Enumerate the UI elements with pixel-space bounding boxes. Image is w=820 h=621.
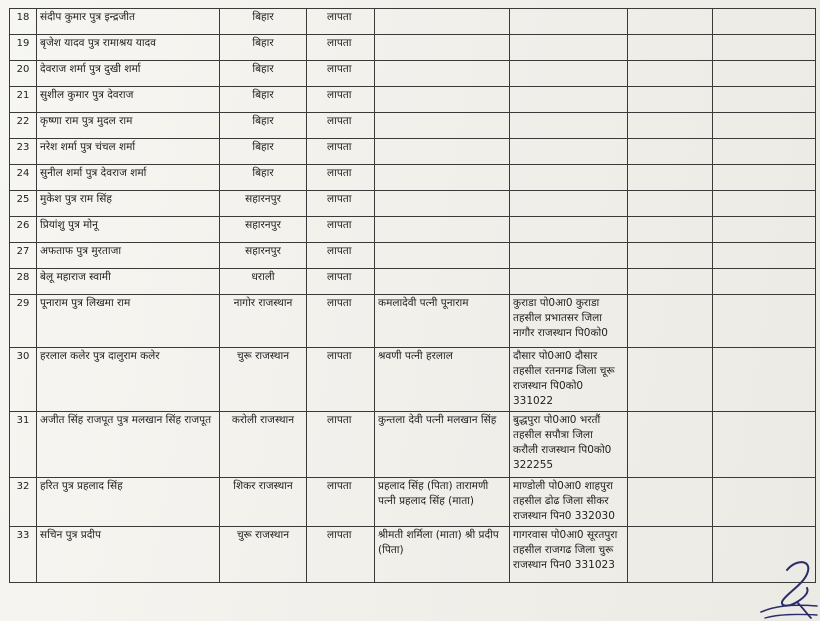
- empty-cell: [713, 295, 816, 348]
- relative-cell: [375, 191, 510, 217]
- address-line: राजस्थान पि0को0 331022: [513, 380, 584, 407]
- empty-cell: [628, 165, 713, 191]
- empty-cell: [628, 295, 713, 348]
- table-body: [10, 9, 816, 583]
- empty-cell: [713, 478, 816, 527]
- state-cell: सहारनपुर: [220, 191, 307, 217]
- address-cell: [510, 243, 628, 269]
- address-cell: [510, 412, 628, 478]
- status-cell: लापता: [307, 217, 375, 243]
- address-cell: [510, 61, 628, 87]
- empty-cell: [713, 243, 816, 269]
- address-line: 322255: [513, 459, 554, 471]
- table-row: [10, 348, 816, 412]
- relative-cell: [375, 269, 510, 295]
- empty-cell: [628, 348, 713, 412]
- status-cell: लापता: [307, 87, 375, 113]
- address-cell: [510, 348, 628, 412]
- person-name-cell: मुकेश पुत्र राम सिंह: [37, 191, 220, 217]
- person-name-cell: प्रियांशु पुत्र मोनू: [37, 217, 220, 243]
- person-name-cell: सुनील शर्मा पुत्र देवराज शर्मा: [37, 165, 220, 191]
- address-line: राजस्थान पिन0 332030: [513, 510, 615, 522]
- empty-cell: [713, 61, 816, 87]
- relative-cell: [375, 35, 510, 61]
- table-row: [10, 61, 816, 87]
- person-name-cell: देवराज शर्मा पुत्र दुखी शर्मा: [37, 61, 220, 87]
- relative-cell: कुन्तला देवी पत्नी मलखान सिंह: [375, 412, 510, 478]
- status-cell: लापता: [307, 191, 375, 217]
- empty-cell: [628, 87, 713, 113]
- table-row: [10, 478, 816, 527]
- relative-cell: [375, 165, 510, 191]
- serial-number-cell: 19: [10, 35, 37, 61]
- address-line: तहसील प्रभातसर जिला: [513, 312, 602, 324]
- person-name-cell: बृजेश यादव पुत्र रामाश्रय यादव: [37, 35, 220, 61]
- empty-cell: [713, 348, 816, 412]
- state-cell: शिकर राजस्थान: [220, 478, 307, 527]
- table-row: [10, 217, 816, 243]
- address-cell: [510, 35, 628, 61]
- status-cell: लापता: [307, 35, 375, 61]
- address-cell: [510, 269, 628, 295]
- serial-number-cell: 22: [10, 113, 37, 139]
- table-row: [10, 527, 816, 583]
- person-name-cell: सुशील कुमार पुत्र देवराज: [37, 87, 220, 113]
- serial-number-cell: 26: [10, 217, 37, 243]
- empty-cell: [628, 217, 713, 243]
- address-cell: [510, 165, 628, 191]
- serial-number-cell: 30: [10, 348, 37, 412]
- state-cell: चुरू राजस्थान: [220, 527, 307, 583]
- person-name-cell: अजीत सिंह राजपूत पुत्र मलखान सिंह राजपूत: [37, 412, 220, 478]
- state-cell: धराली: [220, 269, 307, 295]
- serial-number-cell: 24: [10, 165, 37, 191]
- signature-mark: [757, 552, 819, 621]
- table-row: [10, 9, 816, 35]
- person-name-cell: कृष्णा राम पुत्र मुदल राम: [37, 113, 220, 139]
- address-line: गागरवास पो0आ0 सूरतपुरा: [513, 529, 618, 541]
- serial-number-cell: 32: [10, 478, 37, 527]
- person-name-cell: पूनाराम पुत्र लिखमा राम: [37, 295, 220, 348]
- serial-number-cell: 33: [10, 527, 37, 583]
- empty-cell: [713, 165, 816, 191]
- empty-cell: [713, 9, 816, 35]
- person-name-cell: हरित पुत्र प्रहलाद सिंह: [37, 478, 220, 527]
- state-cell: बिहार: [220, 87, 307, 113]
- table-row: [10, 269, 816, 295]
- relative-cell: [375, 243, 510, 269]
- empty-cell: [713, 269, 816, 295]
- empty-cell: [713, 35, 816, 61]
- relative-cell: श्रीमती शर्मिला (माता) श्री प्रदीप (पिता): [375, 527, 510, 583]
- table-row: [10, 113, 816, 139]
- table-row: [10, 87, 816, 113]
- address-line: माण्डोली पो0आ0 शाहपुरा: [513, 480, 614, 492]
- empty-cell: [628, 527, 713, 583]
- empty-cell: [628, 113, 713, 139]
- empty-cell: [713, 139, 816, 165]
- person-name-cell: बेलू महाराज स्वामी: [37, 269, 220, 295]
- table-row: [10, 243, 816, 269]
- address-cell: [510, 87, 628, 113]
- person-name-cell: सचिन पुत्र प्रदीप: [37, 527, 220, 583]
- missing-persons-table: [9, 8, 816, 583]
- address-cell: [510, 139, 628, 165]
- address-cell: [510, 478, 628, 527]
- state-cell: बिहार: [220, 113, 307, 139]
- empty-cell: [713, 217, 816, 243]
- serial-number-cell: 28: [10, 269, 37, 295]
- empty-cell: [628, 243, 713, 269]
- table-row: [10, 35, 816, 61]
- empty-cell: [713, 87, 816, 113]
- state-cell: सहारनपुर: [220, 243, 307, 269]
- serial-number-cell: 27: [10, 243, 37, 269]
- table-row: [10, 191, 816, 217]
- relative-cell: कमलादेवी पत्नी पूनाराम: [375, 295, 510, 348]
- relative-cell: [375, 113, 510, 139]
- empty-cell: [628, 412, 713, 478]
- serial-number-cell: 29: [10, 295, 37, 348]
- serial-number-cell: 31: [10, 412, 37, 478]
- address-line: तहसील ढोढ जिला सीकर: [513, 495, 609, 507]
- address-line: तहसील सपौत्रा जिला: [513, 429, 593, 441]
- empty-cell: [628, 35, 713, 61]
- state-cell: चुरू राजस्थान: [220, 348, 307, 412]
- state-cell: बिहार: [220, 165, 307, 191]
- serial-number-cell: 20: [10, 61, 37, 87]
- empty-cell: [628, 191, 713, 217]
- relative-cell: प्रहलाद सिंह (पिता) तारामणी पत्नी प्रहलाद सिंह (माता): [375, 478, 510, 527]
- address-line: तहसील राजगढ जिला चुरू: [513, 544, 614, 556]
- state-cell: बिहार: [220, 61, 307, 87]
- status-cell: लापता: [307, 139, 375, 165]
- status-cell: लापता: [307, 165, 375, 191]
- relative-cell: [375, 217, 510, 243]
- state-cell: बिहार: [220, 35, 307, 61]
- empty-cell: [713, 412, 816, 478]
- status-cell: लापता: [307, 9, 375, 35]
- status-cell: लापता: [307, 295, 375, 348]
- address-line: नागौर राजस्थान पि0को0: [513, 327, 608, 339]
- relative-cell: [375, 87, 510, 113]
- serial-number-cell: 18: [10, 9, 37, 35]
- address-line: बुद्धपुरा पो0आ0 भरतौं: [513, 414, 601, 426]
- status-cell: लापता: [307, 527, 375, 583]
- table-row: [10, 165, 816, 191]
- address-line: तहसील रतनगढ जिला चूरू: [513, 365, 615, 377]
- person-name-cell: हरलाल कलेर पुत्र दालुराम कलेर: [37, 348, 220, 412]
- relative-cell: श्रवणी पत्नी हरलाल: [375, 348, 510, 412]
- address-line: करौली राजस्थान पि0को0: [513, 444, 612, 456]
- serial-number-cell: 25: [10, 191, 37, 217]
- status-cell: लापता: [307, 412, 375, 478]
- serial-number-cell: 23: [10, 139, 37, 165]
- status-cell: लापता: [307, 348, 375, 412]
- state-cell: सहारनपुर: [220, 217, 307, 243]
- empty-cell: [628, 61, 713, 87]
- status-cell: लापता: [307, 243, 375, 269]
- state-cell: नागोर राजस्थान: [220, 295, 307, 348]
- table-row: [10, 139, 816, 165]
- status-cell: लापता: [307, 61, 375, 87]
- address-cell: [510, 527, 628, 583]
- state-cell: करोली राजस्थान: [220, 412, 307, 478]
- address-line: कुराडा पो0आ0 कुराडा: [513, 297, 600, 309]
- empty-cell: [628, 139, 713, 165]
- table-row: [10, 412, 816, 478]
- relative-cell: [375, 139, 510, 165]
- empty-cell: [628, 269, 713, 295]
- person-name-cell: अफताफ पुत्र मुरताजा: [37, 243, 220, 269]
- address-cell: [510, 217, 628, 243]
- empty-cell: [713, 191, 816, 217]
- table-row: [10, 295, 816, 348]
- status-cell: लापता: [307, 478, 375, 527]
- address-line: दौसार पो0आ0 दौसार: [513, 350, 598, 362]
- state-cell: बिहार: [220, 9, 307, 35]
- empty-cell: [628, 478, 713, 527]
- empty-cell: [713, 113, 816, 139]
- address-line: राजस्थान पिन0 331023: [513, 559, 615, 571]
- status-cell: लापता: [307, 269, 375, 295]
- person-name-cell: संदीप कुमार पुत्र इन्द्रजीत: [37, 9, 220, 35]
- address-cell: [510, 295, 628, 348]
- relative-cell: [375, 9, 510, 35]
- address-cell: [510, 9, 628, 35]
- empty-cell: [628, 9, 713, 35]
- address-cell: [510, 113, 628, 139]
- state-cell: बिहार: [220, 139, 307, 165]
- relative-cell: [375, 61, 510, 87]
- serial-number-cell: 21: [10, 87, 37, 113]
- status-cell: लापता: [307, 113, 375, 139]
- address-cell: [510, 191, 628, 217]
- person-name-cell: नरेश शर्मा पुत्र चंचल शर्मा: [37, 139, 220, 165]
